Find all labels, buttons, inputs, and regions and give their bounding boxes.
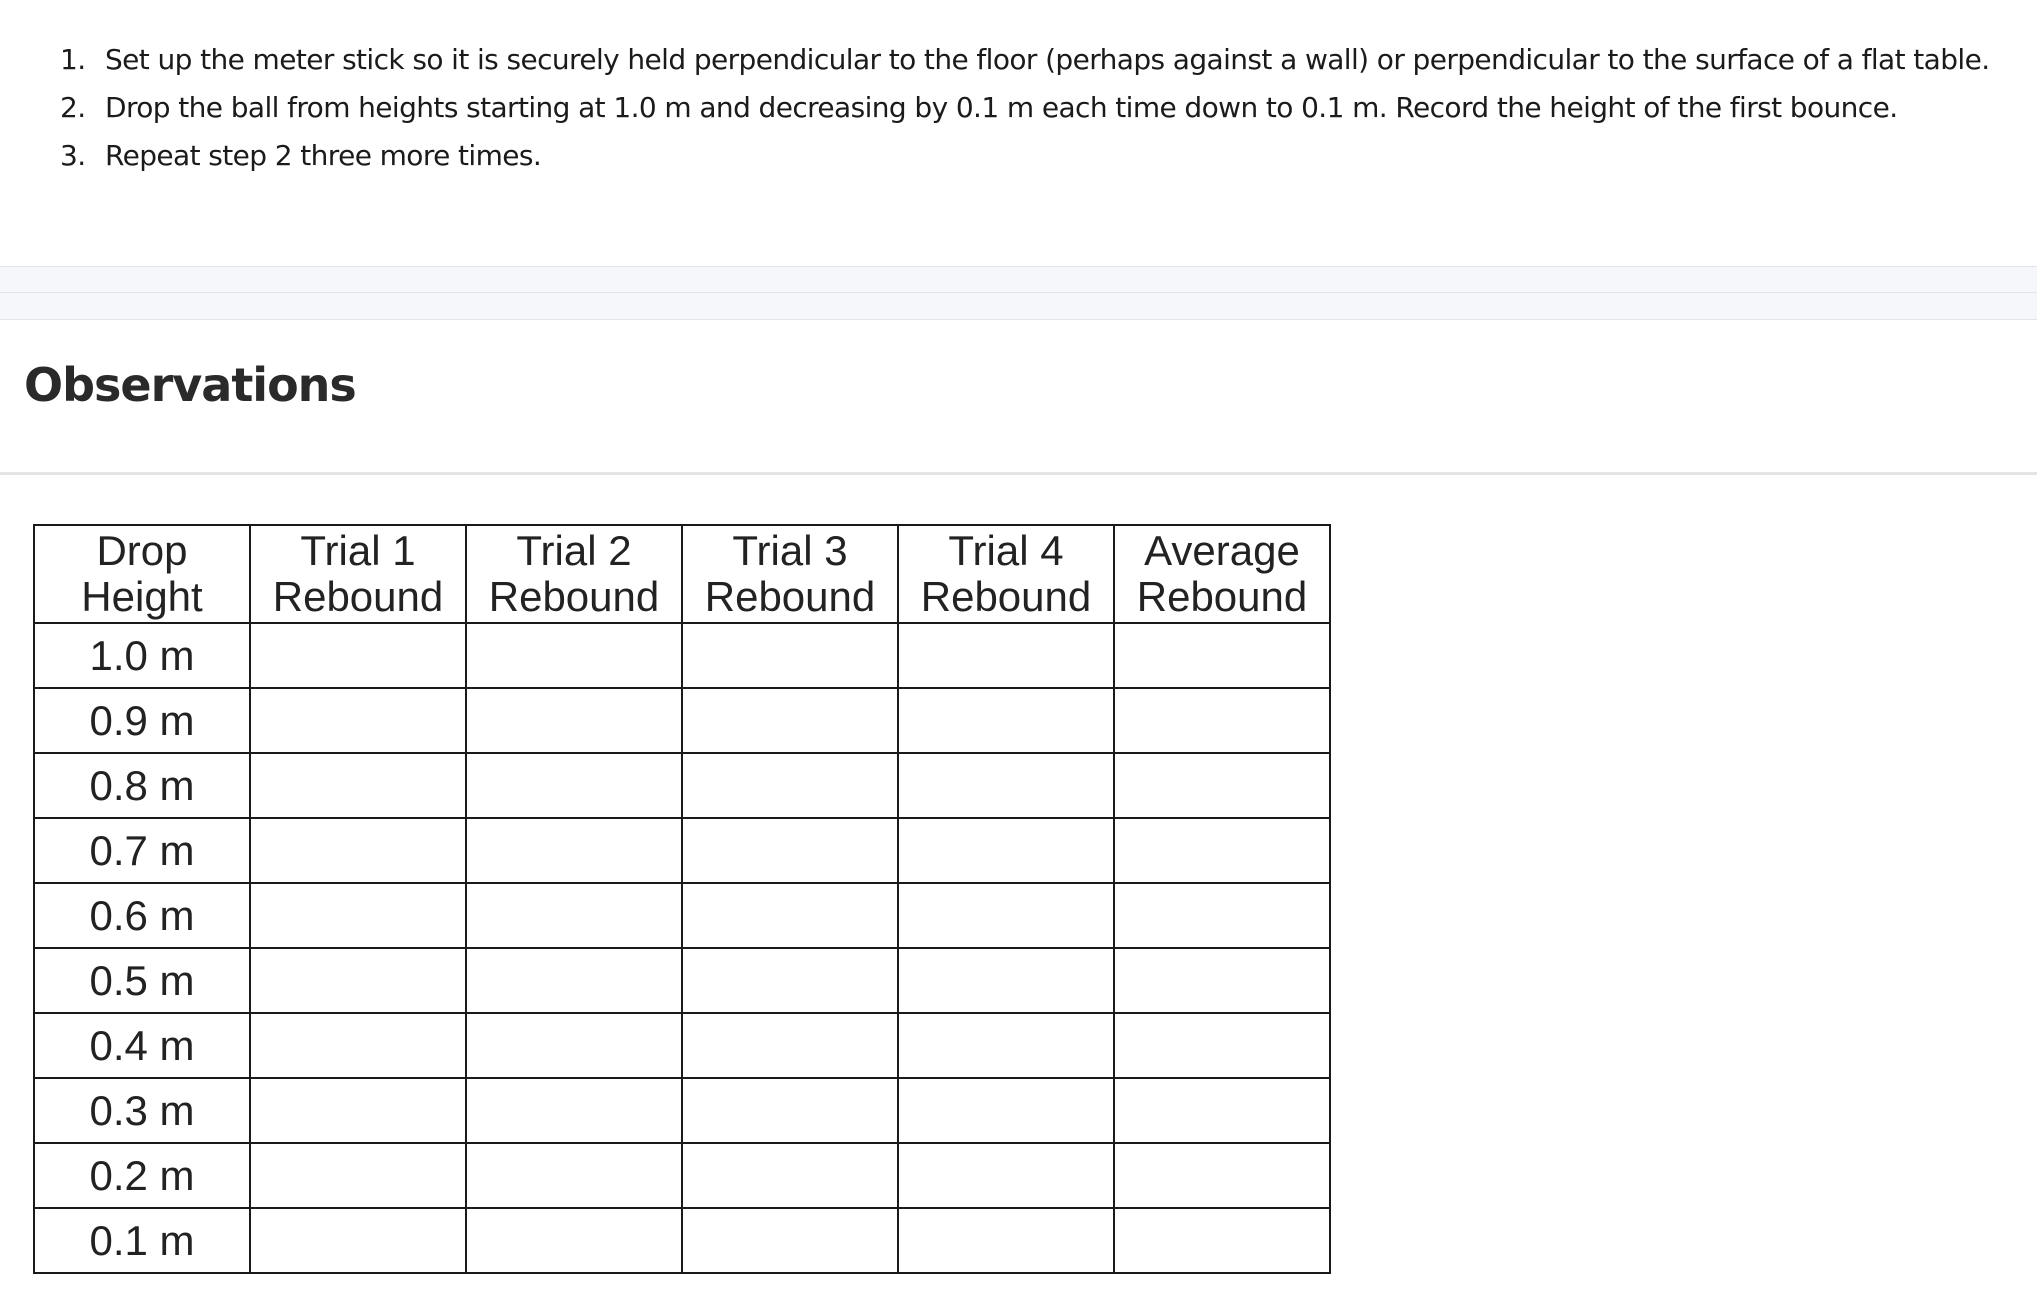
rebound-cell [466,623,682,688]
observations-heading: Observations [24,358,356,412]
rebound-cell [1114,1078,1330,1143]
drop-height-cell: 0.6 m [34,883,250,948]
drop-height-cell: 0.4 m [34,1013,250,1078]
step-text: Drop the ball from heights starting at 1.0 m and decreasing by 0.1 m each time down to 0.1 m. Record the height of the first bounce. [105,91,1898,124]
table-row [34,818,1330,883]
drop-height-cell: 1.0 m [34,623,250,688]
drop-height-cell: 0.3 m [34,1078,250,1143]
header-line-2: Height [81,573,203,620]
rebound-cell [682,1013,898,1078]
step-number: 3. [60,139,86,172]
rebound-cell [466,1143,682,1208]
rebound-cell [682,623,898,688]
header-line-2: Rebound [488,573,660,620]
table-row [34,883,1330,948]
rebound-cell [898,948,1114,1013]
rebound-cell [466,688,682,753]
observations-table [33,524,1331,1274]
section-divider-band [0,266,2037,320]
rebound-cell [1114,1013,1330,1078]
step-text: Set up the meter stick so it is securely held perpendicular to the floor (perhaps against a wall) or perpendicular to the surface of a flat table. [105,43,1990,76]
header-line-1: Trial 1 [300,527,416,574]
header-line-2: Rebound [1136,573,1308,620]
rebound-cell [898,623,1114,688]
rebound-cell [250,753,466,818]
rebound-cell [1114,1143,1330,1208]
rebound-cell [682,818,898,883]
header-trial-3-rebound [682,525,898,623]
step-text: Repeat step 2 three more times. [105,139,542,172]
header-trial-1-rebound [250,525,466,623]
rebound-cell [250,818,466,883]
rebound-cell [682,1208,898,1273]
rebound-cell [898,1078,1114,1143]
rebound-cell [898,818,1114,883]
rebound-cell [898,1013,1114,1078]
section-divider-line [0,292,2037,293]
header-average-rebound [1114,525,1330,623]
table-row [34,948,1330,1013]
rebound-cell [898,883,1114,948]
step-item [60,132,1990,180]
rebound-cell [250,1078,466,1143]
header-line-2: Rebound [704,573,876,620]
rebound-cell [1114,688,1330,753]
step-number: 2. [60,91,86,124]
rebound-cell [1114,818,1330,883]
procedure-steps [60,36,1990,180]
header-line-1: Trial 4 [948,527,1064,574]
rebound-cell [1114,948,1330,1013]
table-row [34,1208,1330,1273]
table-header-row [34,525,1330,623]
drop-height-cell: 0.9 m [34,688,250,753]
table-row [34,1013,1330,1078]
header-drop-height [34,525,250,623]
rebound-cell [1114,883,1330,948]
rebound-cell [898,1208,1114,1273]
rebound-cell [1114,753,1330,818]
rebound-cell [898,688,1114,753]
step-item [60,84,1990,132]
drop-height-cell: 0.5 m [34,948,250,1013]
rebound-cell [1114,623,1330,688]
rebound-cell [682,948,898,1013]
table-body [34,623,1330,1273]
table-row [34,623,1330,688]
rebound-cell [682,1143,898,1208]
drop-height-cell: 0.2 m [34,1143,250,1208]
rebound-cell [682,688,898,753]
drop-height-cell: 0.8 m [34,753,250,818]
rebound-cell [682,1078,898,1143]
rebound-cell [250,1208,466,1273]
rebound-cell [466,1078,682,1143]
rebound-cell [466,948,682,1013]
rebound-cell [250,623,466,688]
header-line-2: Rebound [920,573,1092,620]
header-line-1: Average [1144,527,1300,574]
rebound-cell [250,688,466,753]
rebound-cell [682,753,898,818]
table-row [34,753,1330,818]
drop-height-cell: 0.1 m [34,1208,250,1273]
rebound-cell [250,948,466,1013]
header-line-1: Drop [96,527,188,574]
rebound-cell [466,753,682,818]
rebound-cell [682,883,898,948]
rebound-cell [466,818,682,883]
rebound-cell [250,883,466,948]
header-line-1: Trial 3 [732,527,848,574]
rebound-cell [250,1013,466,1078]
step-number: 1. [60,43,86,76]
header-trial-4-rebound [898,525,1114,623]
rebound-cell [466,1208,682,1273]
header-line-2: Rebound [272,573,444,620]
header-line-1: Trial 2 [516,527,632,574]
rebound-cell [898,753,1114,818]
rebound-cell [466,1013,682,1078]
rebound-cell [250,1143,466,1208]
header-trial-2-rebound [466,525,682,623]
heading-underline [0,472,2037,475]
drop-height-cell: 0.7 m [34,818,250,883]
table-row [34,688,1330,753]
table-row [34,1078,1330,1143]
step-item [60,36,1990,84]
rebound-cell [898,1143,1114,1208]
rebound-cell [1114,1208,1330,1273]
rebound-cell [466,883,682,948]
table-row [34,1143,1330,1208]
